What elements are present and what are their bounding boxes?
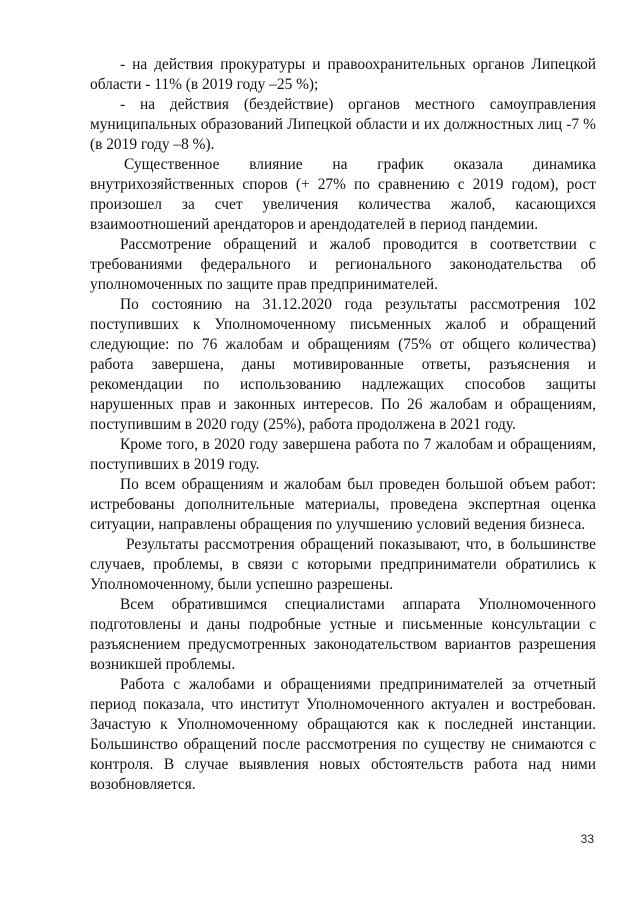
paragraph-prosecutor-actions: - на действия прокуратуры и правоохранительных органов Липецкой области - 11% (в 2019 году –25 %); <box>90 56 596 93</box>
page-number: 33 <box>580 832 594 846</box>
document-body <box>90 55 596 795</box>
paragraph-legal-compliance: Рассмотрение обращений и жалоб проводится в соответствии с требованиями федерального и регионального законодательства об уполномоченных по защите прав предпринимателей. <box>90 236 596 293</box>
paragraph-2019-cases: Кроме того, в 2020 году завершена работа по 7 жалобам и обращениям, поступивших в 2019 году. <box>90 436 596 473</box>
paragraph-internal-disputes: Существенное влияние на график оказала динамика внутрихозяйственных споров (+ 27% по сравнению с 2019 годом), рост произошел за счет увеличения количества жалоб, касающихся взаимоотношений арендаторов и арендодателей в период пандемии. <box>90 156 596 233</box>
paragraph-consultations: Всем обратившимся специалистами аппарата Уполномоченного подготовлены и даны подробные устные и письменные консультации с разъяснением предусмотренных законодательством вариантов разрешения возникшей проблемы. <box>90 596 596 673</box>
paragraph-results-status: По состоянию на 31.12.2020 года результаты рассмотрения 102 поступивших к Уполномоченному письменных жалоб и обращений следующие: по 76 жалобам и обращениям (75% от общего количества) работа завершена, даны мотивированные ответы, разъяснения и рекомендации по использованию надлежащих способов защиты нарушенных прав и законных интересов. По 26 жалобам и обращениям, поступившим в 2020 году (25%), работа продолжена в 2021 году. <box>90 296 596 433</box>
paragraph-conclusion: Работа с жалобами и обращениями предпринимателей за отчетный период показала, что институт Уполномоченного актуален и востребован. Зачастую к Уполномоченному обращаются как к последней инстанции. Большинство обращений после рассмотрения по существу не снимаются с контроля. В случае выявления новых обстоятельств работа над ними возобновляется. <box>90 676 596 793</box>
paragraph-work-performed: По всем обращениям и жалобам был проведен большой объем работ: истребованы дополнительные материалы, проведена экспертная оценка ситуации, направлены обращения по улучшению условий ведения бизнеса. <box>90 476 596 533</box>
paragraph-results-overview: Результаты рассмотрения обращений показывают, что, в большинстве случаев, проблемы, в связи с которыми предприниматели обратились к Уполномоченному, были успешно разрешены. <box>90 536 596 593</box>
paragraph-local-government-actions: - на действия (бездействие) органов местного самоуправления муниципальных образований Липецкой области и их должностных лиц -7 % (в 2019 году –8 %). <box>90 96 596 153</box>
